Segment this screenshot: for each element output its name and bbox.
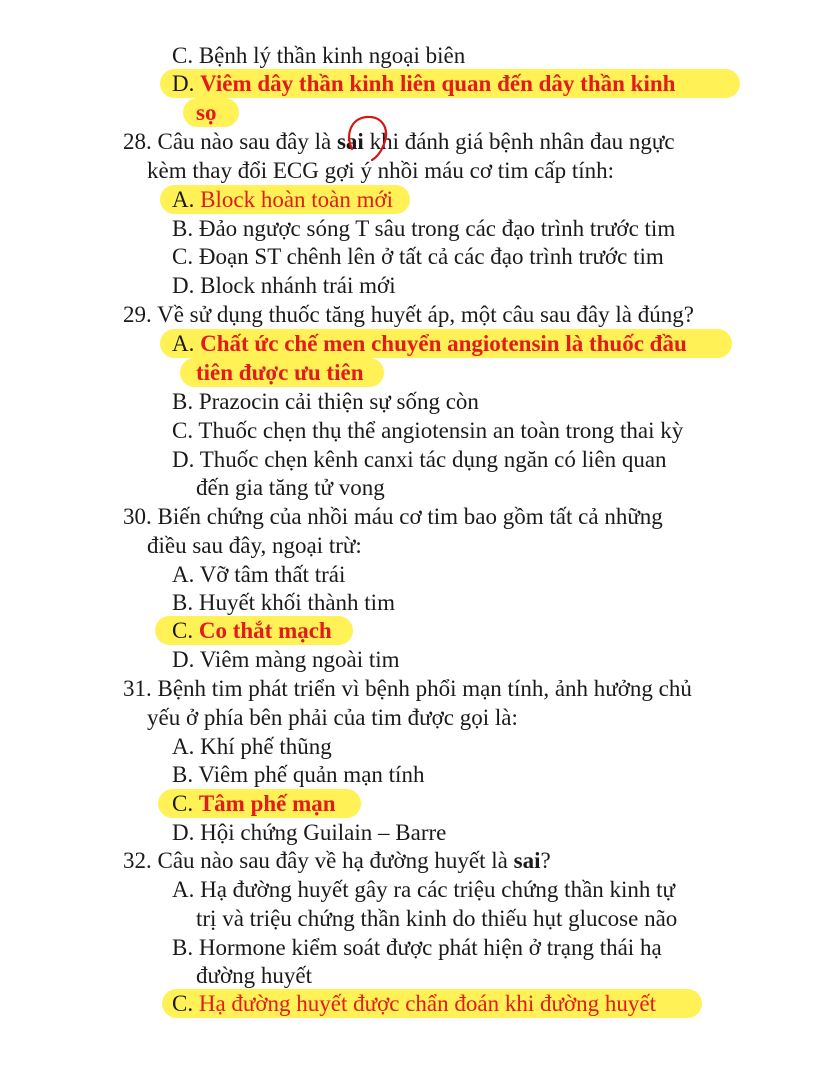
q31-option-c-text: Tâm phế mạn <box>198 791 336 816</box>
q30-option-c-prefix: C. <box>172 618 199 643</box>
q28-stem-keyword: sai <box>336 129 364 154</box>
q31-stem: 31. Bệnh tim phát triển vì bệnh phổi mạn tính, ảnh hưởng chủ <box>123 676 692 701</box>
q28-option-a-text: Block hoàn toàn mới <box>200 187 394 212</box>
q30-option-c <box>172 617 332 645</box>
q32-stem <box>123 847 551 875</box>
q30-option-c-text: Co thắt mạch <box>198 618 332 643</box>
q29-option-d: D. Thuốc chẹn kênh canxi tác dụng ngăn có liên quan <box>172 447 667 472</box>
q32-option-b: B. Hormone kiểm soát được phát hiện ở trạng thái hạ <box>172 935 662 960</box>
q27-option-d-text: Viêm dây thần kinh liên quan đến dây thần kinh <box>200 71 676 96</box>
q29-option-a <box>172 330 687 358</box>
q29-option-b: B. Prazocin cải thiện sự sống còn <box>172 389 479 414</box>
q30-stem-cont: điều sau đây, ngoại trừ: <box>147 533 362 558</box>
q31-option-d: D. Hội chứng Guilain – Barre <box>172 820 447 845</box>
q31-stem-cont: yếu ở phía bên phải của tim được gọi là: <box>147 705 518 730</box>
q30-stem: 30. Biến chứng của nhồi máu cơ tim bao gồm tất cả những <box>123 504 663 529</box>
q28-option-c: C. Đoạn ST chênh lên ở tất cả các đạo trình trước tim <box>172 244 664 269</box>
q29-stem: 29. Về sử dụng thuốc tăng huyết áp, một câu sau đây là đúng? <box>123 302 694 327</box>
q31-option-c <box>172 790 336 818</box>
q32-option-c-prefix: C. <box>172 991 199 1016</box>
q32-option-a: A. Hạ đường huyết gây ra các triệu chứng thần kinh tự <box>172 877 676 902</box>
q32-stem-keyword: sai <box>513 848 541 873</box>
q29-option-a-prefix: A. <box>172 331 201 356</box>
q29-option-c: C. Thuốc chẹn thụ thể angiotensin an toàn trong thai kỳ <box>172 418 684 443</box>
q32-option-c-text: Hạ đường huyết được chẩn đoán khi đường huyết <box>198 991 656 1016</box>
circle-annotation-mark <box>345 113 391 161</box>
q27-option-c: C. Bệnh lý thần kinh ngoại biên <box>172 43 466 68</box>
q31-option-b: B. Viêm phế quản mạn tính <box>172 762 425 787</box>
q28-stem-cont: kèm thay đổi ECG gợi ý nhồi máu cơ tim cấp tính: <box>147 158 615 183</box>
q32-stem-post: ? <box>540 848 551 873</box>
q29-option-d-cont: đến gia tăng tử vong <box>196 475 385 500</box>
q28-option-a-prefix: A. <box>172 187 201 212</box>
q29-option-a-text-cont: tiên được ưu tiên <box>196 360 364 385</box>
q32-stem-pre: 32. Câu nào sau đây về hạ đường huyết là <box>123 848 514 873</box>
q27-option-d-text-cont: sọ <box>196 100 217 125</box>
q30-option-b: B. Huyết khối thành tim <box>172 590 395 615</box>
q28-stem <box>123 128 675 156</box>
q28-option-d: D. Block nhánh trái mới <box>172 273 396 298</box>
q30-option-a: A. Vỡ tâm thất trái <box>172 562 346 587</box>
q32-option-c <box>172 990 656 1018</box>
q29-option-a-text: Chất ức chế men chuyển angiotensin là thuốc đầu <box>200 331 687 356</box>
q28-option-a <box>172 186 393 214</box>
q32-option-b-cont: đường huyết <box>196 963 312 988</box>
q28-option-b: B. Đảo ngược sóng T sâu trong các đạo trình trước tim <box>172 216 676 241</box>
q27-option-d-prefix: D. <box>172 71 201 96</box>
q28-stem-pre: 28. Câu nào sau đây là <box>123 129 337 154</box>
q27-option-d <box>172 70 675 98</box>
q32-option-a-cont: trị và triệu chứng thần kinh do thiếu hụt glucose não <box>196 906 678 931</box>
q31-option-c-prefix: C. <box>172 791 199 816</box>
q30-option-d: D. Viêm màng ngoài tim <box>172 647 400 672</box>
q31-option-a: A. Khí phế thũng <box>172 734 332 759</box>
q28-stem-post: khi đánh giá bệnh nhân đau ngực <box>363 129 675 154</box>
